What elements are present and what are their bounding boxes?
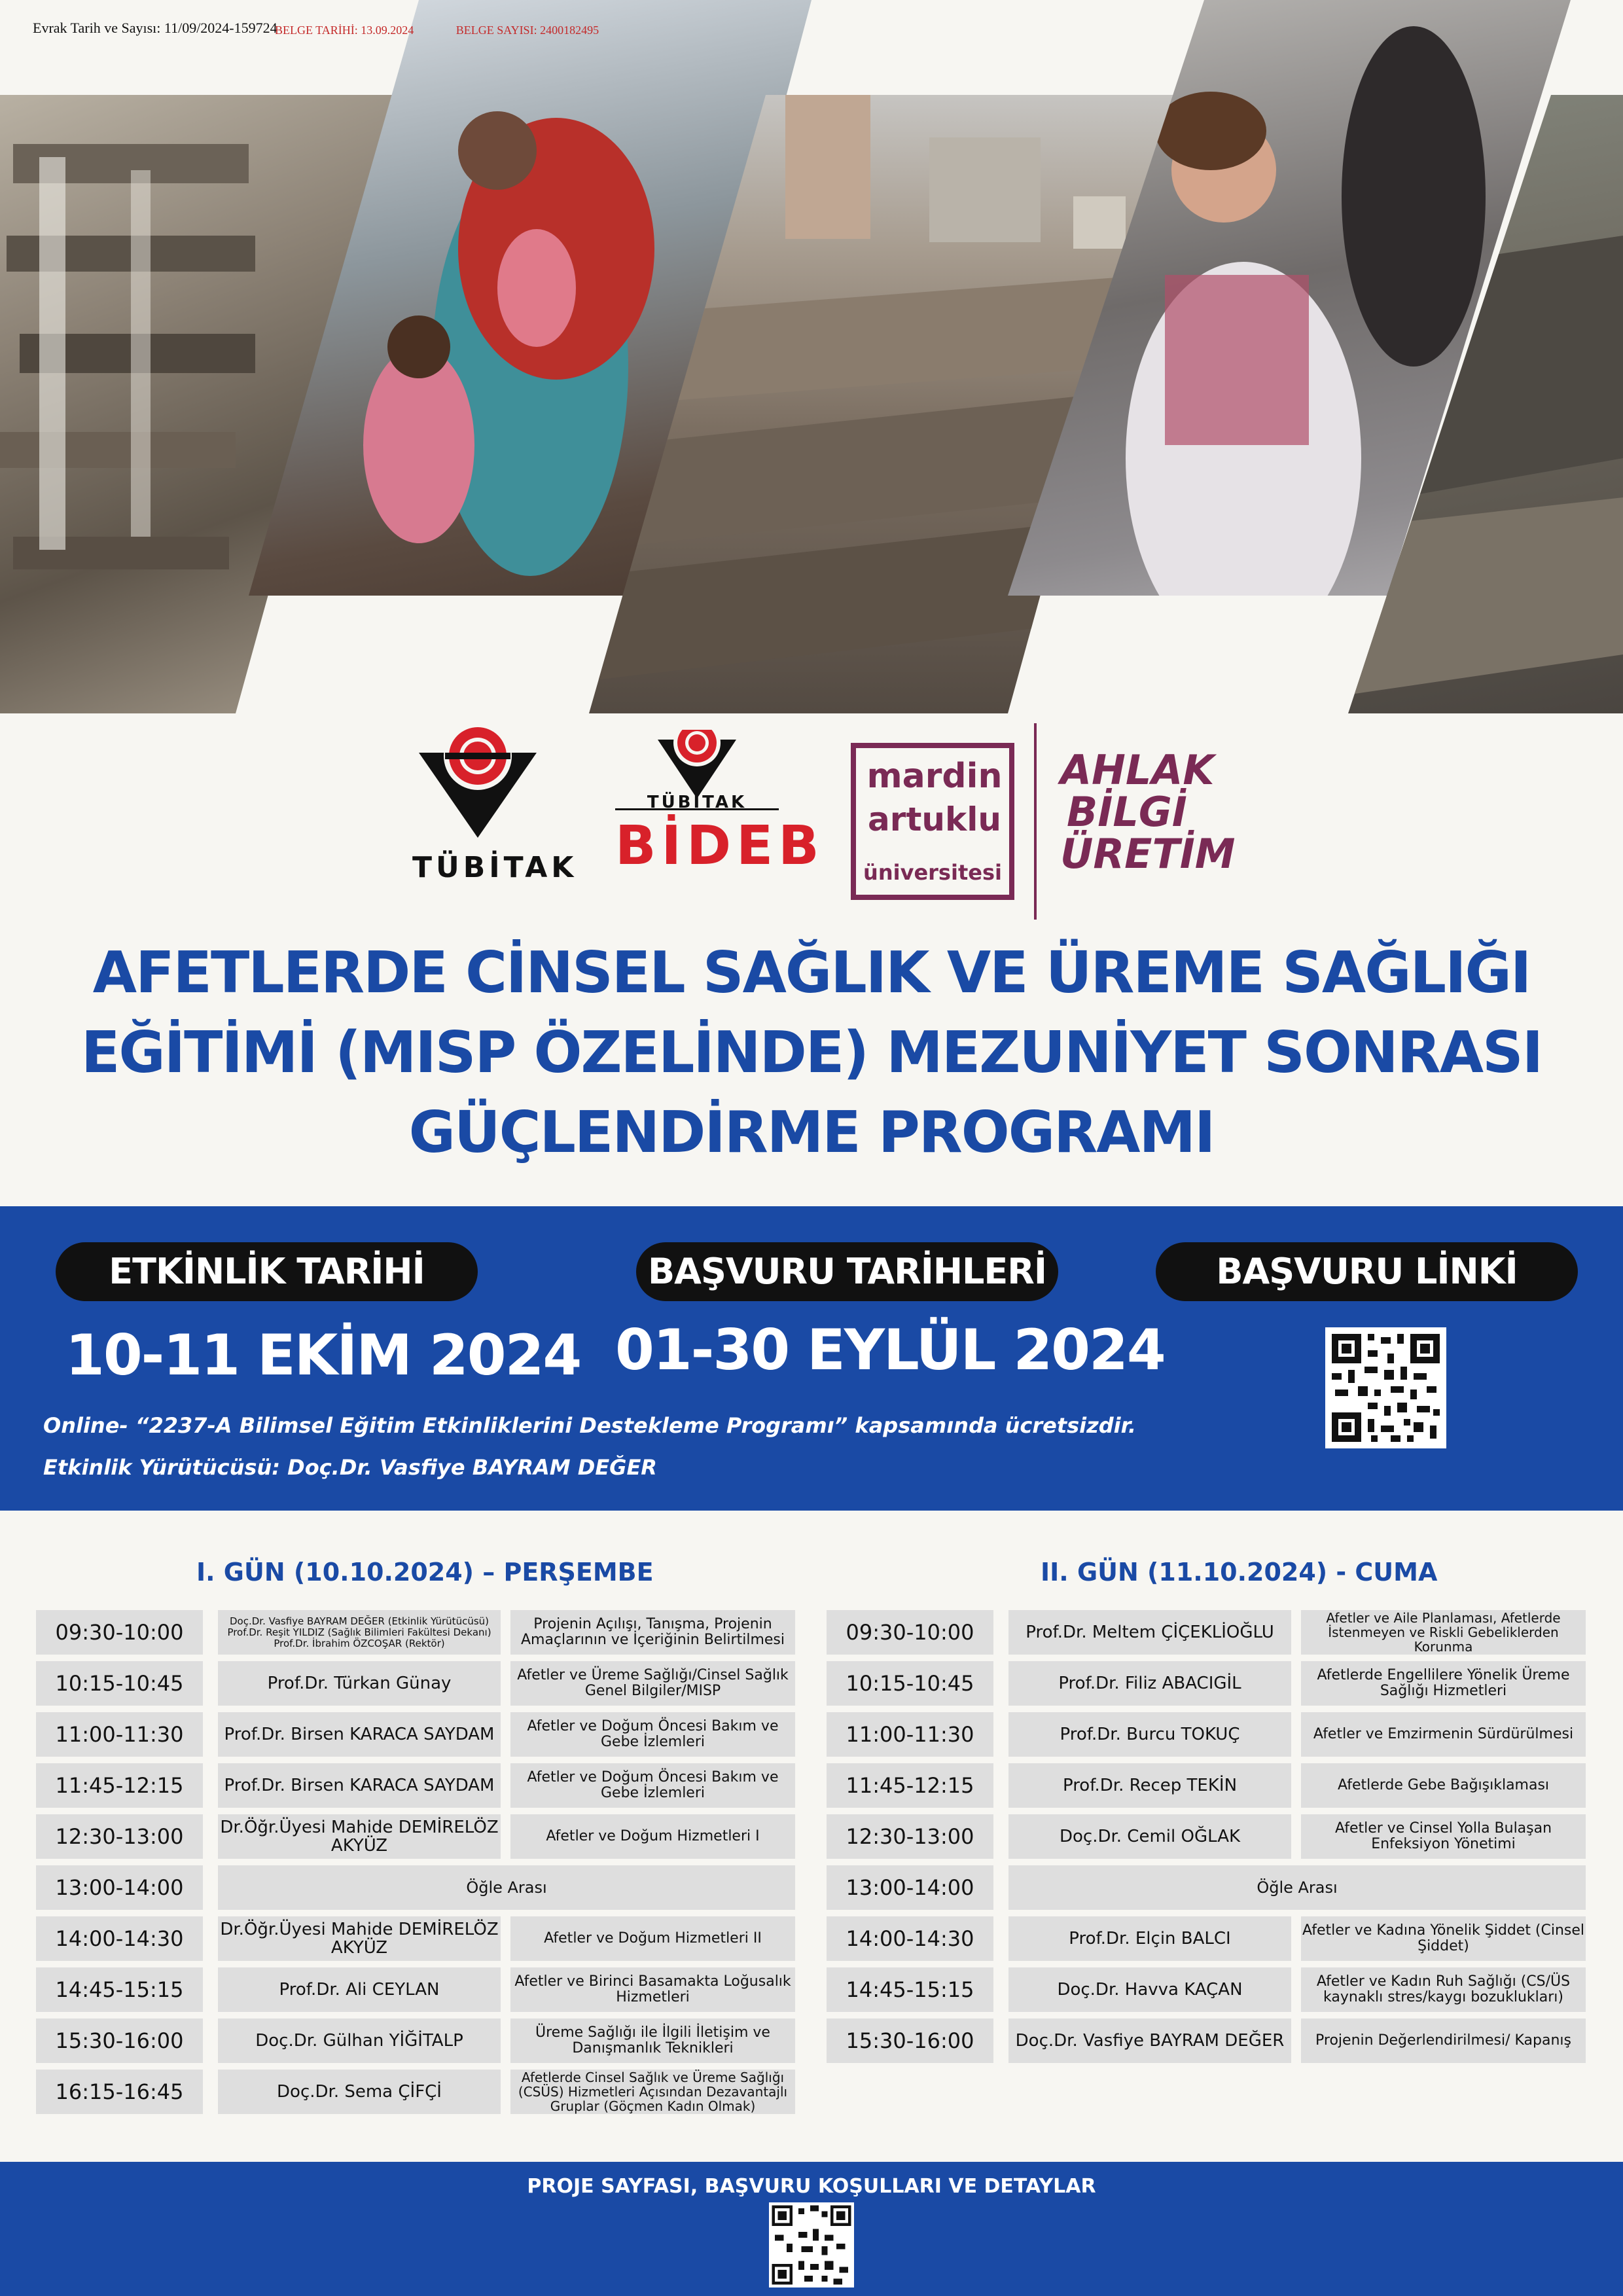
session-time: 15:30-16:00: [827, 2018, 993, 2063]
belge-sayisi: BELGE SAYISI: 2400182495: [455, 24, 599, 37]
session-speaker: Prof.Dr. Birsen KARACA SAYDAM: [218, 1712, 501, 1757]
session-topic: Afetler ve Aile Planlaması, Afetlerde İstenmeyen ve Riskli Gebeliklerden Korunma: [1301, 1610, 1586, 1655]
session-topic: Afetler ve Üreme Sağlığı/Cinsel Sağlık Genel Bilgiler/MISP: [510, 1661, 795, 1706]
session-topic: Afetler ve Emzirmenin Sürdürülmesi: [1301, 1712, 1586, 1757]
mau-name-3: üniversitesi: [863, 860, 1002, 885]
logo-row: [0, 720, 1623, 916]
speaker-1: Doç.Dr. Vasfiye BAYRAM DEĞER (Etkinlik Yürütücüsü): [230, 1615, 489, 1627]
bideb-small-wordmark: TÜBİTAK: [647, 793, 747, 812]
session-topic: Afetler ve Kadına Yönelik Şiddet (Cinsel Şiddet): [1301, 1916, 1586, 1961]
session-topic: Afetlerde Gebe Bağışıklaması: [1301, 1763, 1586, 1808]
session-speaker: Doç.Dr. Havva KAÇAN: [1008, 1967, 1291, 2012]
hero-photo-collage: [0, 0, 1623, 713]
session-speaker: Dr.Öğr.Üyesi Mahide DEMİRELÖZ AKYÜZ: [218, 1814, 501, 1859]
mau-name-2: artuklu: [868, 800, 1001, 838]
session-speakers: [218, 1610, 501, 1655]
session-speaker: Prof.Dr. Birsen KARACA SAYDAM: [218, 1763, 501, 1808]
session-speaker: Doç.Dr. Sema ÇİFÇİ: [218, 2070, 501, 2114]
title-line-3: GÜÇLENDİRME PROGRAMI: [408, 1099, 1215, 1166]
session-speaker: Doç.Dr. Gülhan YİĞİTALP: [218, 2018, 501, 2063]
day-2-title: II. GÜN (11.10.2024) - CUMA: [1041, 1558, 1438, 1587]
session-speaker: Prof.Dr. Burcu TOKUÇ: [1008, 1712, 1291, 1757]
bideb-wordmark: BİDEB: [615, 815, 825, 877]
application-dates: 01-30 EYLÜL 2024: [615, 1318, 1165, 1383]
session-time: 11:00-11:30: [36, 1712, 203, 1757]
mau-motto-2: BİLGİ: [1067, 788, 1187, 836]
session-time: 14:00-14:30: [827, 1916, 993, 1961]
session-topic: Afetler ve Cinsel Yolla Bulaşan Enfeksiyon Yönetimi: [1301, 1814, 1586, 1859]
mau-divider: [1034, 723, 1037, 920]
session-time: 11:45-12:15: [827, 1763, 993, 1808]
session-topic: Afetler ve Doğum Hizmetleri I: [510, 1814, 795, 1859]
session-time: 15:30-16:00: [36, 2018, 203, 2063]
tubitak-logo: [412, 720, 578, 890]
session-speaker: Dr.Öğr.Üyesi Mahide DEMİRELÖZ AKYÜZ: [218, 1916, 501, 1961]
belge-tarihi: BELGE TARİHİ: 13.09.2024: [275, 24, 414, 37]
session-time: 14:00-14:30: [36, 1916, 203, 1961]
mau-motto: [1060, 746, 1236, 878]
document-stamp-red: [275, 24, 638, 37]
speaker-2: Prof.Dr. Reşit YILDIZ (Sağlık Bilimleri Fakültesi Dekanı): [227, 1626, 491, 1638]
session-speaker: Prof.Dr. Recep TEKİN: [1008, 1763, 1291, 1808]
session-time: 09:30-10:00: [36, 1610, 203, 1655]
mau-motto-1: AHLAK: [1060, 746, 1215, 794]
session-time: 11:45-12:15: [36, 1763, 203, 1808]
session-time: 09:30-10:00: [827, 1610, 993, 1655]
mau-name-1: mardin: [866, 757, 1003, 796]
session-speaker: Prof.Dr. Ali CEYLAN: [218, 1967, 501, 2012]
mau-motto-3: ÜRETİM: [1060, 830, 1236, 878]
session-topic: Projenin Açılışı, Tanışma, Projenin Amaçlarının ve İçeriğinin Belirtilmesi: [510, 1610, 795, 1655]
session-topic: Afetler ve Doğum Öncesi Bakım ve Gebe İzlemleri: [510, 1712, 795, 1757]
session-topic: Afetler ve Doğum Hizmetleri II: [510, 1916, 795, 1961]
session-speaker: Prof.Dr. Meltem ÇİÇEKLİOĞLU: [1008, 1610, 1291, 1655]
title-line-1: AFETLERDE CİNSEL SAĞLIK VE ÜREME SAĞLIĞI: [92, 939, 1531, 1006]
session-speaker: Prof.Dr. Elçin BALCI: [1008, 1916, 1291, 1961]
title-line-2: EĞİTİMİ (MISP ÖZELİNDE) MEZUNİYET SONRASI: [80, 1019, 1543, 1086]
lunch-break: Öğle Arası: [1008, 1865, 1586, 1910]
session-time: 16:15-16:45: [36, 2070, 203, 2114]
session-topic: Afetlerde Cinsel Sağlık ve Üreme Sağlığı (CSÜS) Hizmetleri Açısından Dezavantajlı Gruplar (Göçmen Kadın Olmak): [510, 2070, 795, 2114]
application-qr-code[interactable]: [1325, 1327, 1446, 1448]
application-dates-label: BAŞVURU TARİHLERİ: [636, 1242, 1058, 1301]
speaker-3: Prof.Dr. İbrahim ÖZCOŞAR (Rektör): [274, 1637, 445, 1649]
project-page-qr-code[interactable]: [769, 2202, 854, 2287]
footer-band: [0, 2162, 1623, 2296]
session-time: 10:15-10:45: [36, 1661, 203, 1706]
application-link-label: BAŞVURU LİNKİ: [1156, 1242, 1578, 1301]
document-stamp: Evrak Tarih ve Sayısı: 11/09/2024-159724: [33, 20, 277, 36]
session-speaker: Doç.Dr. Vasfiye BAYRAM DEĞER: [1008, 2018, 1291, 2063]
session-topic: Projenin Değerlendirilmesi/ Kapanış: [1301, 2018, 1586, 2063]
event-date-label: ETKİNLİK TARİHİ: [56, 1242, 478, 1301]
session-time: 12:30-13:00: [36, 1814, 203, 1859]
online-free-note: Online- “2237-A Bilimsel Eğitim Etkinliklerini Destekleme Programı” kapsamında ücretsizdir.: [43, 1413, 1136, 1438]
tubitak-wordmark: TÜBİTAK: [412, 851, 578, 884]
day-1-title: I. GÜN (10.10.2024) – PERŞEMBE: [196, 1558, 654, 1587]
lunch-break: Öğle Arası: [218, 1865, 795, 1910]
session-topic: Afetler ve Birinci Basamakta Loğusalık Hizmetleri: [510, 1967, 795, 2012]
session-speaker: Prof.Dr. Türkan Günay: [218, 1661, 501, 1706]
session-topic: Afetler ve Kadın Ruh Sağlığı (CS/ÜS kaynaklı stres/kaygı bozuklukları): [1301, 1967, 1586, 2012]
event-date: 10-11 EKİM 2024: [65, 1323, 581, 1388]
project-page-text: PROJE SAYFASI, BAŞVURU KOŞULLARI VE DETAYLAR: [527, 2175, 1096, 2198]
session-time: 10:15-10:45: [827, 1661, 993, 1706]
session-time: 11:00-11:30: [827, 1712, 993, 1757]
session-time: 14:45-15:15: [827, 1967, 993, 2012]
bideb-logo: [615, 730, 825, 893]
session-topic: Üreme Sağlığı ile İlgili İletişim ve Danışmanlık Teknikleri: [510, 2018, 795, 2063]
event-coordinator: Etkinlik Yürütücüsü: Doç.Dr. Vasfiye BAYRAM DEĞER: [43, 1455, 657, 1480]
session-time: 13:00-14:00: [36, 1865, 203, 1910]
session-time: 13:00-14:00: [827, 1865, 993, 1910]
session-topic: Afetlerde Engellilere Yönelik Üreme Sağlığı Hizmetleri: [1301, 1661, 1586, 1706]
session-speaker: Prof.Dr. Filiz ABACIGİL: [1008, 1661, 1291, 1706]
session-time: 14:45-15:15: [36, 1967, 203, 2012]
session-speaker: Doç.Dr. Cemil OĞLAK: [1008, 1814, 1291, 1859]
mardin-artuklu-logo: [851, 723, 1236, 920]
info-band: [0, 1206, 1623, 1511]
mau-kufic-square: [851, 743, 1014, 900]
session-topic: Afetler ve Doğum Öncesi Bakım ve Gebe İzlemleri: [510, 1763, 795, 1808]
program-title: [39, 933, 1584, 1172]
session-time: 12:30-13:00: [827, 1814, 993, 1859]
